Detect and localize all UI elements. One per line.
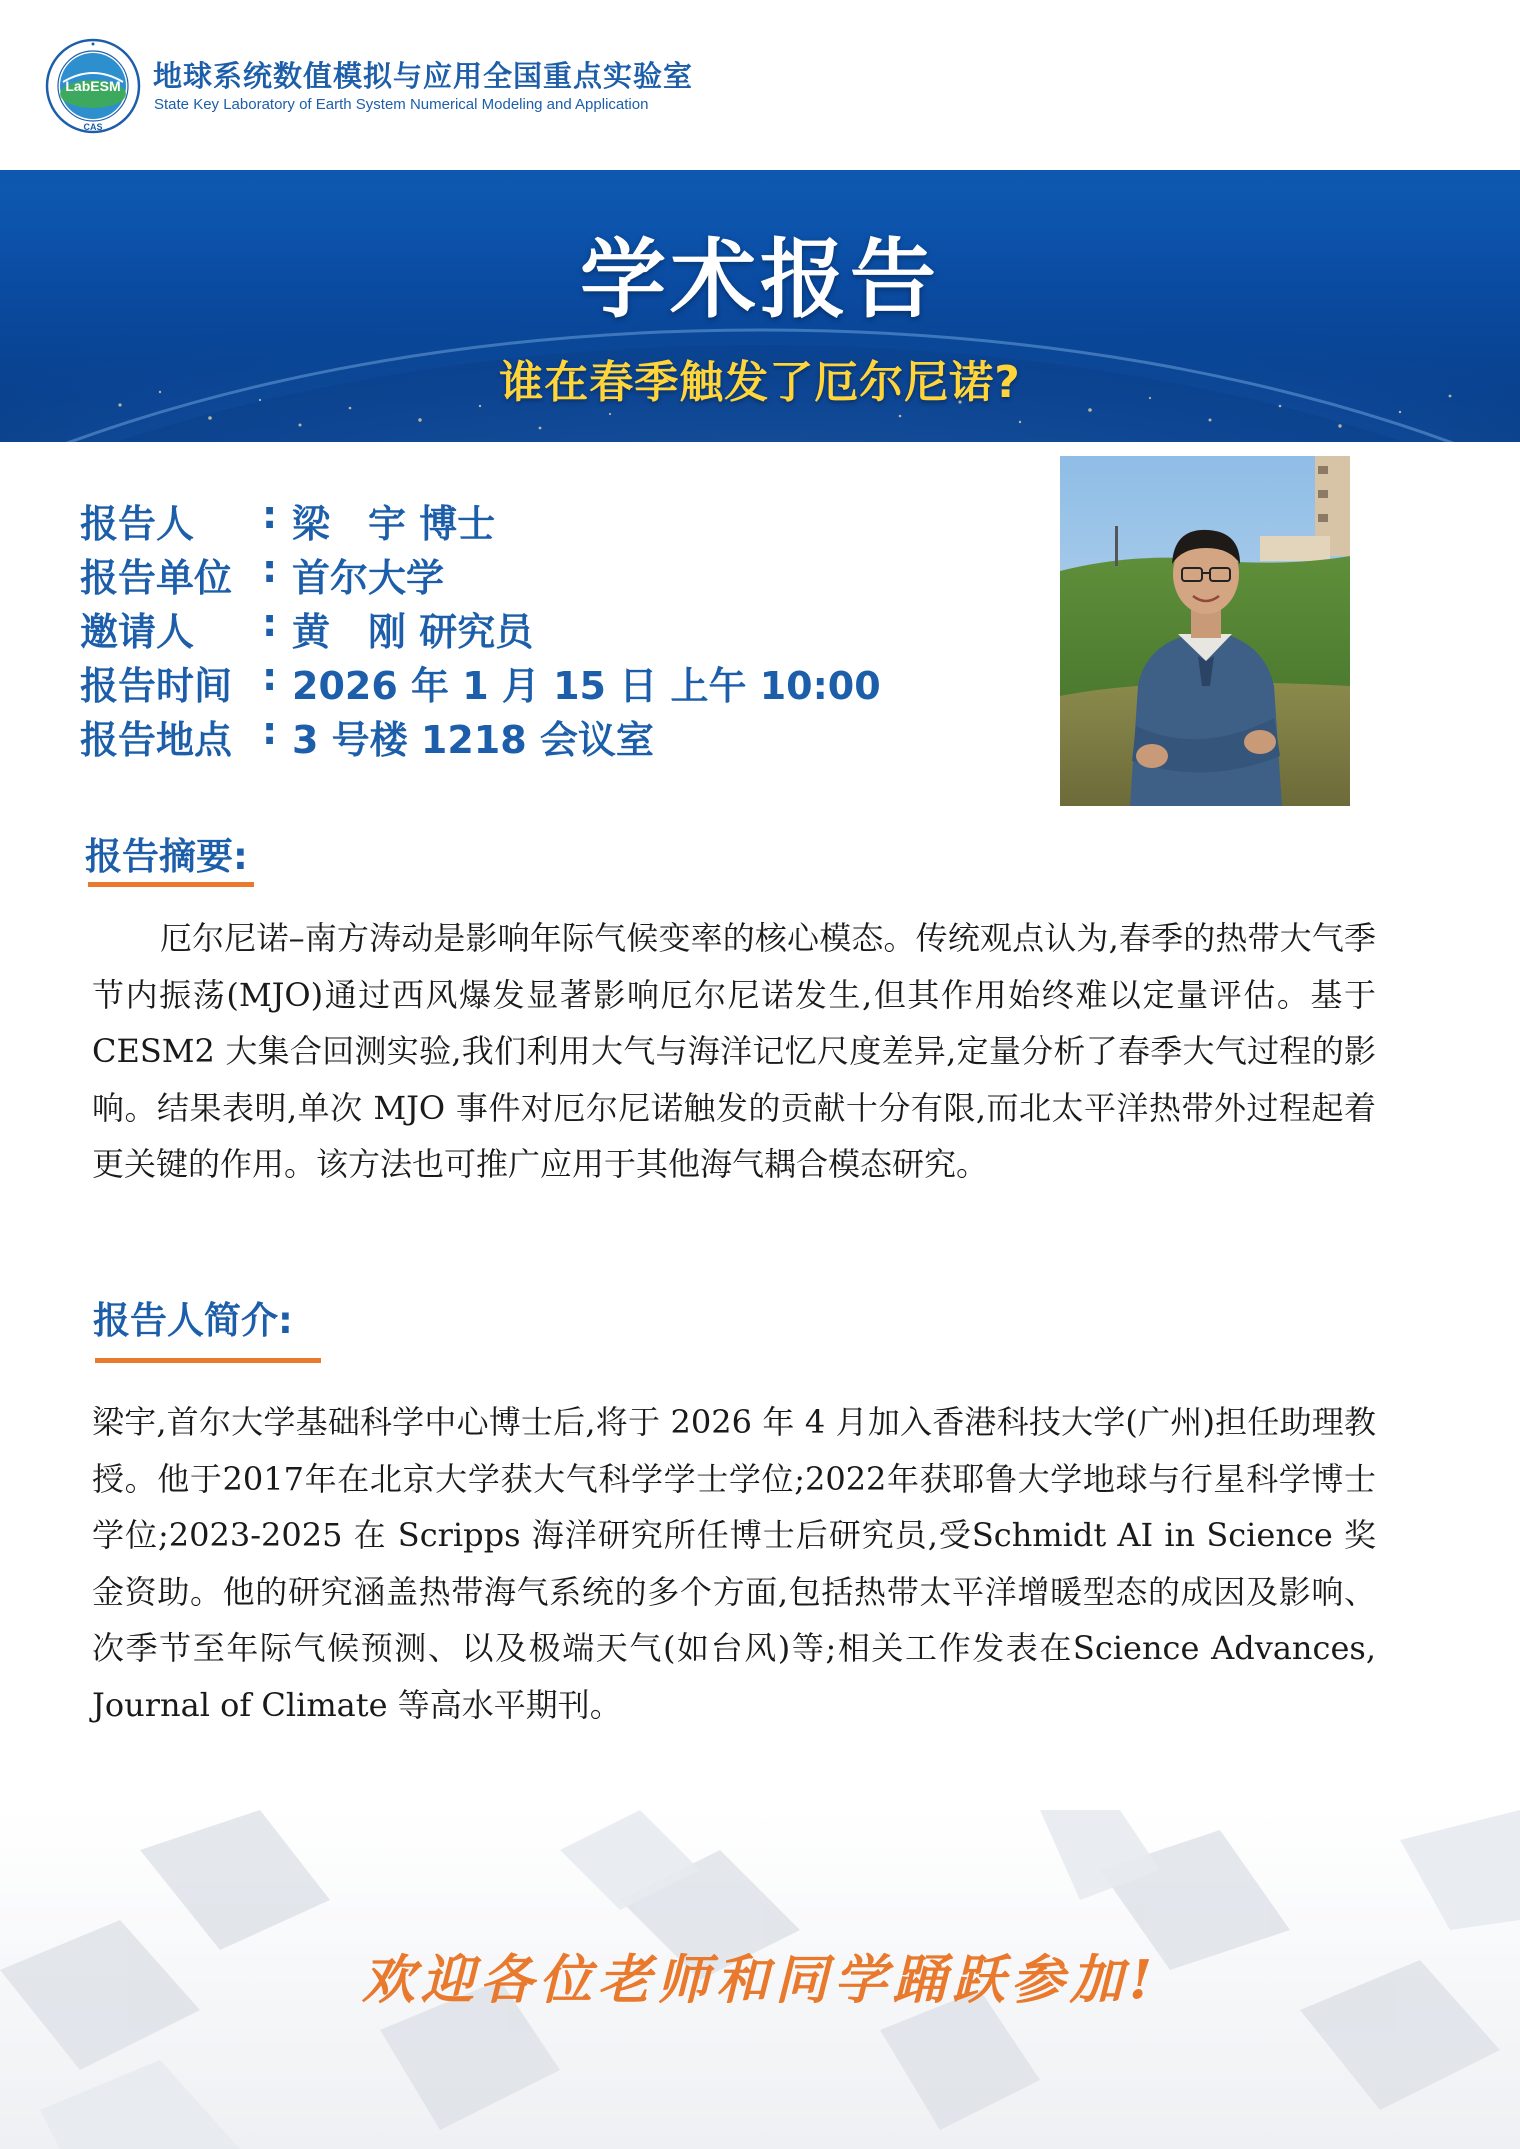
bio-text: 梁宇,首尔大学基础科学中心博士后,将于 2026 年 4 月加入香港科技大学(广州)担任助理教授。他于2017年在北京大学获大气科学学士学位;2022年获耶鲁大学地球与行星科学博士学位;2023-2025 在 Scripps 海洋研究所任博士后研究员,受Schmidt AI in Science 奖金资助。他的研究涵盖热带海气系统的多个方面,包括热带太平洋增暖型态的成因及影响、次季节至年际气候预测、以及极端天气(如台风)等;相关工作发表在Science Advances, Journal of Climate 等高水平期刊。 xyxy=(92,1403,1376,1724)
banner-title: 学术报告 xyxy=(580,230,940,330)
abstract-text: 厄尔尼诺–南方涛动是影响年际气候变率的核心模态。传统观点认为,春季的热带大气季节内振荡(MJO)通过西风爆发显著影响厄尔尼诺发生,但其作用始终难以定量评估。基于 CESM2 大集合回测实验,我们利用大气与海洋记忆尺度差异,定量分析了春季大气过程的影响。结果表明,单次 MJO 事件对厄尔尼诺触发的贡献十分有限,而北太平洋热带外过程起着更关键的作用。该方法也可推广应用于其他海气耦合模态研究。 xyxy=(92,919,1376,1183)
info-row-time: 报告时间 : 2026 年 1 月 15 日 上午 10:00 xyxy=(80,655,881,708)
info-row-speaker: 报告人 : 梁 宇 博士 xyxy=(80,493,496,546)
info-value-host: 黄 刚 研究员 xyxy=(292,610,534,654)
info-value-affiliation: 首尔大学 xyxy=(292,556,445,600)
info-value-time: 2026 年 1 月 15 日 上午 10:00 xyxy=(292,664,881,708)
info-label-affiliation: 报告单位 xyxy=(80,556,233,600)
bio-heading-underline xyxy=(95,1358,321,1363)
abstract-heading: 报告摘要: xyxy=(85,835,248,878)
talk-info xyxy=(80,493,980,763)
info-label-host: 邀请人 xyxy=(80,610,195,654)
invitation-message: 欢迎各位老师和同学踊跃参加! xyxy=(361,1949,1159,2011)
info-row-affiliation: 报告单位 : 首尔大学 xyxy=(80,547,445,600)
logo-mark-text: LabESM xyxy=(65,78,121,94)
speaker-photo xyxy=(1060,456,1350,806)
info-label-speaker xyxy=(80,493,252,548)
abstract-heading-underline xyxy=(88,882,254,887)
lab-name-english: State Key Laboratory of Earth System Numerical Modeling and Application xyxy=(154,96,649,113)
bio-heading: 报告人简介: xyxy=(93,1299,293,1342)
info-row-location: 报告地点 : 3 号楼 1218 会议室 xyxy=(80,709,654,762)
info-label-speaker-text: 报告人 xyxy=(80,502,195,546)
title-banner xyxy=(0,170,1520,442)
info-row-host: 邀请人 : 黄 刚 研究员 xyxy=(80,601,534,654)
lab-logo-header xyxy=(45,38,945,138)
info-value-location: 3 号楼 1218 会议室 xyxy=(292,718,654,762)
info-label-time: 报告时间 xyxy=(80,664,233,708)
info-value-speaker: 梁 宇 博士 xyxy=(292,502,496,546)
talk-title: 谁在春季触发了厄尔尼诺? xyxy=(499,357,1021,408)
lab-name-chinese: 地球系统数值模拟与应用全国重点实验室 xyxy=(153,59,694,93)
info-label-location: 报告地点 xyxy=(80,718,233,762)
lab-seal-icon xyxy=(45,38,141,134)
speaker-portrait-image xyxy=(1060,456,1350,806)
logo-bottom-text: CAS xyxy=(83,122,103,132)
